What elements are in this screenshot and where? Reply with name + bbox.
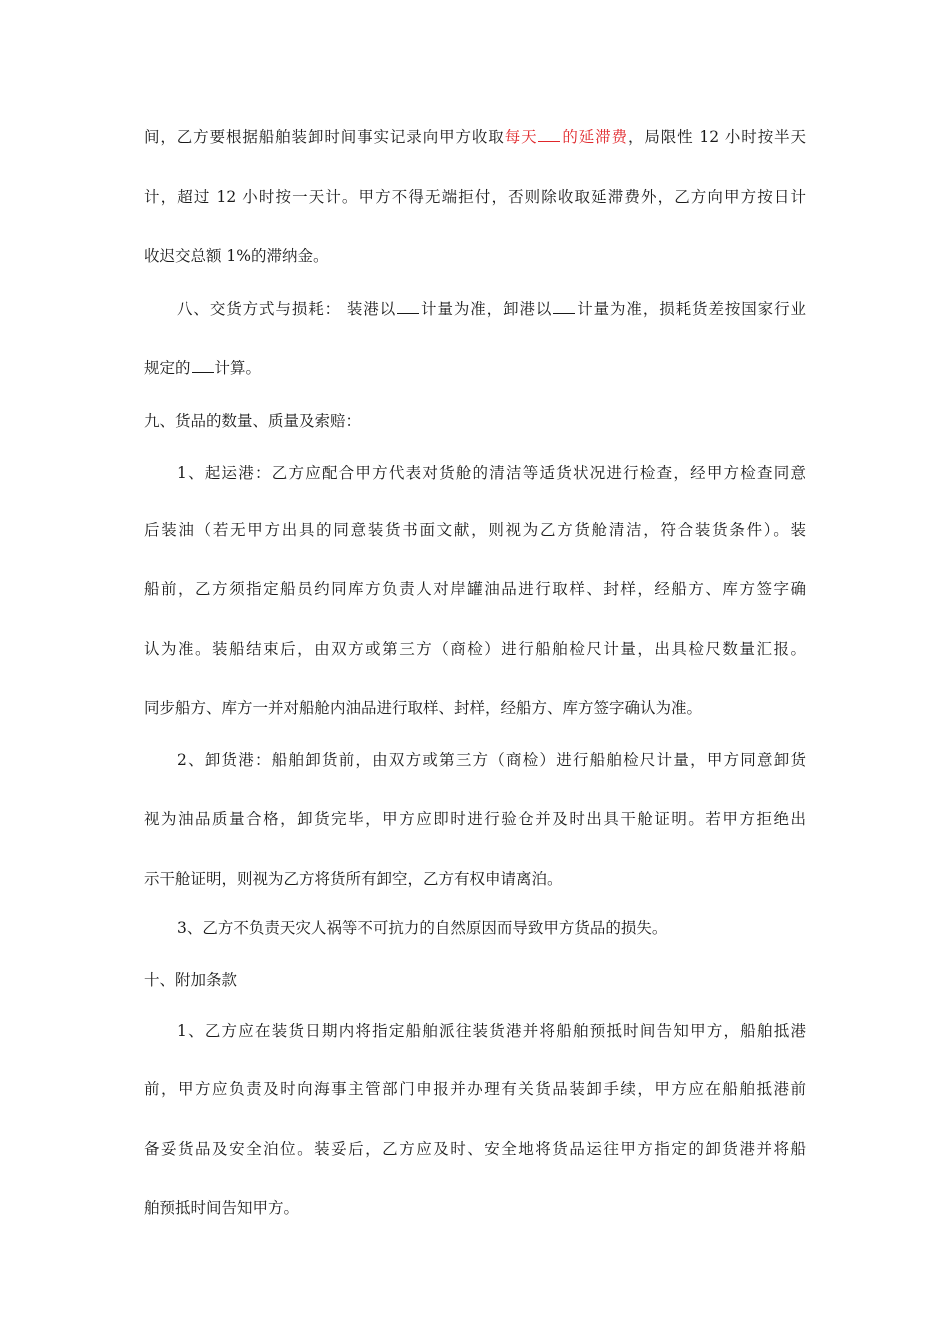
highlighted-text: 每天 的延滞费 bbox=[504, 128, 628, 146]
section-heading-10: 十、附加条款 bbox=[144, 971, 238, 989]
paragraph-line: 3、乙方不负责天灾人祸等不可抗力的自然原因而导致甲方货品的损失。 bbox=[177, 919, 668, 937]
paragraph-line: 备妥货品及安全泊位。装妥后，乙方应及时、安全地将货品运往甲方指定的卸货港并将船 bbox=[144, 1140, 806, 1158]
paragraph-line: 认为准。装船结束后，由双方或第三方（商检）进行船舶检尺计量，出具检尺数量汇报。 bbox=[144, 640, 806, 658]
fill-blank bbox=[538, 127, 560, 142]
paragraph-line: 收迟交总额 1%的滞纳金。 bbox=[144, 247, 329, 265]
paragraph-line: 舶预抵时间告知甲方。 bbox=[144, 1199, 300, 1217]
section-heading-8: 八、交货方式与损耗： 装港以 计量为准，卸港以 计量为准，损耗货差按国家行业 bbox=[177, 300, 806, 318]
paragraph-line: 2、卸货港：船舶卸货前，由双方或第三方（商检）进行船舶检尺计量，甲方同意卸货 bbox=[177, 751, 806, 769]
fill-blank bbox=[553, 299, 575, 314]
paragraph-line: 同步船方、库方一并对船舱内油品进行取样、封样，经船方、库方签字确认为准。 bbox=[144, 699, 703, 717]
fill-blank bbox=[192, 358, 214, 373]
paragraph-line: 船前，乙方须指定船员约同库方负责人对岸罐油品进行取样、封样，经船方、库方签字确 bbox=[144, 580, 806, 598]
paragraph-line: 前，甲方应负责及时向海事主管部门申报并办理有关货品装卸手续，甲方应在船舶抵港前 bbox=[144, 1080, 806, 1098]
paragraph-line: 计，超过 12 小时按一天计。甲方不得无端拒付，否则除收取延滞费外，乙方向甲方按日计 bbox=[144, 188, 806, 206]
paragraph-line: 后装油（若无甲方出具的同意装货书面文献，则视为乙方货舱清洁，符合装货条件）。装 bbox=[144, 521, 806, 539]
paragraph-line: 间，乙方要根据船舶装卸时间事实记录向甲方收取每天 的延滞费，局限性 12 小时按半天 bbox=[144, 128, 806, 146]
paragraph-line: 规定的 计算。 bbox=[144, 359, 262, 377]
section-heading-9: 九、货品的数量、质量及索赔： bbox=[144, 412, 362, 430]
paragraph-line: 示干舱证明，则视为乙方将货所有卸空，乙方有权申请离泊。 bbox=[144, 870, 563, 888]
paragraph-line: 1、起运港：乙方应配合甲方代表对货舱的清洁等适货状况进行检查，经甲方检查同意 bbox=[177, 464, 806, 482]
paragraph-line: 视为油品质量合格，卸货完毕，甲方应即时进行验仓并及时出具干舱证明。若甲方拒绝出 bbox=[144, 810, 806, 828]
fill-blank bbox=[397, 299, 419, 314]
paragraph-line: 1、乙方应在装货日期内将指定船舶派往装货港并将船舶预抵时间告知甲方，船舶抵港 bbox=[177, 1022, 806, 1040]
